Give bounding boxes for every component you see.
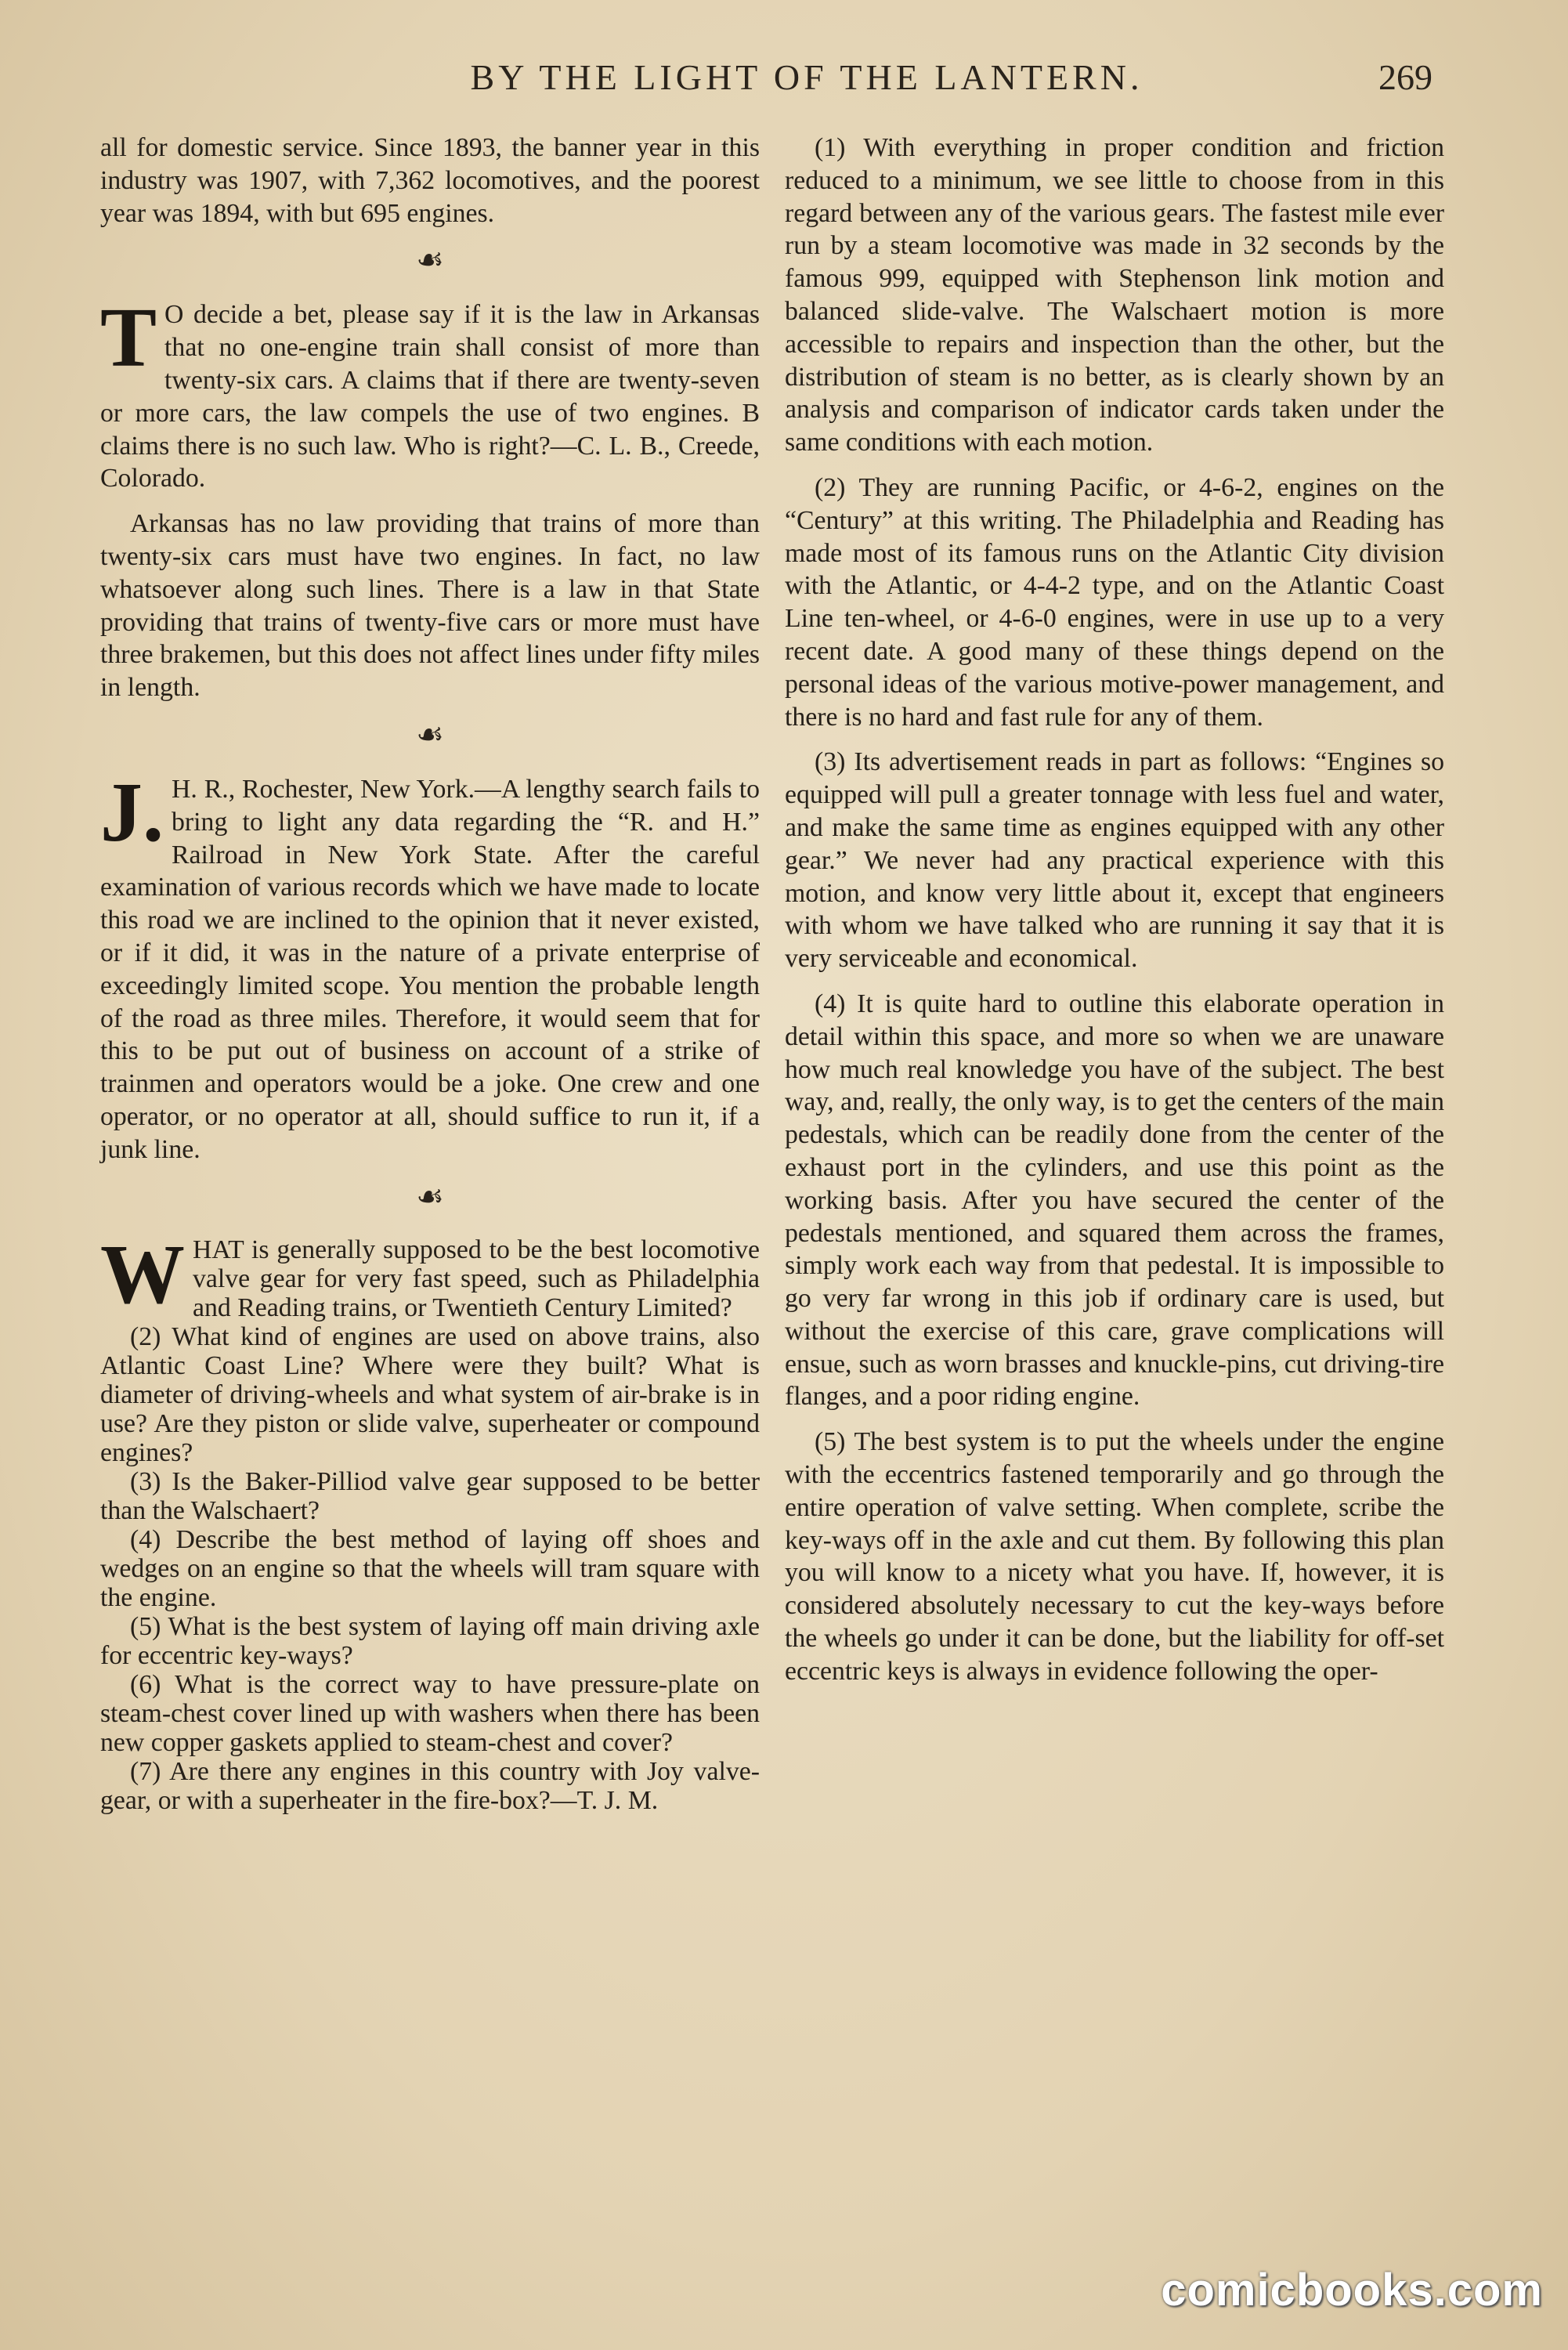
answer-item: (2) They are running Pacific, or 4-6-2, engines on the “Century” at this writing. The Philadelphia and Reading has made most of its famous runs on the Atlantic City division with the Atlantic, or 4-4-2 type, and on the Atlantic Coast Line ten-wheel, or 4-6-0 engines, were in use up to a very recent date. A good many of these things depend on the personal ideas of the various motive-power management, and there is no hard and fast rule for any of them.	[785, 472, 1444, 732]
question-item: (5) What is the best system of laying off main driving axle for eccentric key-ways?	[100, 1611, 760, 1670]
running-header: BY THE LIGHT OF THE LANTERN.	[470, 57, 1143, 97]
right-column	[785, 132, 1444, 1701]
question-item: (3) Is the Baker-Pilliod valve gear supposed to be better than the Walschaert?	[100, 1466, 760, 1525]
watermark-logo: comicbooks.com	[1161, 2265, 1543, 2316]
page-number: 269	[1378, 57, 1433, 97]
ornament-fleuron: ☙	[416, 716, 444, 752]
answer-item: (3) Its advertisement reads in part as follows: “Engines so equipped will pull a greater tonnage with less fuel and water, and make the same time as engines equipped with any other gear.” We never had any practical experience with this motion, and know very little about it, except that engineers with whom we have talked who are running it say that it is very serviceable and economical.	[785, 747, 1444, 974]
ornament-fleuron: ☙	[416, 242, 444, 278]
answer-item: (4) It is quite hard to outline this elaborate operation in detail within this space, and more so when we are unaware how much real knowledge you have of the subject. The best way, and, really, the only way, is to get the centers of the main pedestals, which can be readily done from the center of the exhaust port in the cylinders, and use this point as the working basis. After you have secured the center of the pedestals mentioned, and squared them across the frames, simply work each way from that pedestal. It is impossible to go very far wrong in this job if ordinary care is used, but without the exercise of this care, grave complications will ensue, such as worn brasses and knuckle-pins, cut driving-tire flanges, and a poor riding engine.	[785, 989, 1444, 1412]
ornament-fleuron: ☙	[416, 1178, 444, 1214]
question-valve-gear	[100, 1227, 760, 1322]
question-valve-gear-text: HAT is generally supposed to be the best locomotive valve gear for very fast speed, such as Philadelphia and Reading trains, or Twentieth Century Limited?	[193, 1235, 760, 1322]
drop-cap: J.	[100, 765, 164, 859]
answer-rochester-railroad	[100, 765, 760, 1166]
answer-arkansas-law: Arkansas has no law providing that trains of more than twenty-six cars must have two engines. In fact, no law whatsoever along such lines. There is a law in that State providing that trains of twenty-five cars or more must have three brakemen, but this does not affect lines under fifty miles in length.	[100, 509, 760, 703]
question-arkansas-text: O decide a bet, please say if it is the law in Arkansas that no one-engine train shall consist of more than twenty-six cars. A claims that if there are twenty-seven or more cars, the law compels the use of two engines. B claims there is no such law. Who is right?—C. L. B., Creede, Colorado.	[100, 300, 760, 494]
question-item: (4) Describe the best method of laying off shoes and wedges on an engine so that the wheels will tram square with the engine.	[100, 1524, 760, 1612]
question-item: (6) What is the correct way to have pressure-plate on steam-chest cover lined up with washers when there has been new copper gaskets applied to steam-chest and cover?	[100, 1669, 760, 1757]
answer-item: (5) The best system is to put the wheels under the engine with the eccentrics fastened temporarily and go through the entire operation of valve setting. When complete, scribe the key-ways off in the axle and cut them. By following this plan you will know to a nicety what you have. If, however, it is considered absolutely necessary to cut the key-ways before the wheels go under it can be done, but the liability for off-set eccentric keys is always in evidence following the oper-	[785, 1427, 1444, 1686]
left-column	[100, 132, 760, 1815]
drop-cap: T	[100, 291, 157, 385]
answer-item: (1) With everything in proper condition and friction reduced to a minimum, we see little to choose from in this regard between any of the various gears. The fastest mile ever run by a steam locomotive was made in 32 seconds by the famous 999, equipped with Stephenson link motion and balanced slide-valve. The Walschaert motion is more accessible to repairs and inspection than the other, but the distribution of steam is no better, as is clearly shown by an analysis and comparison of indicator cards taken under the same conditions with each motion.	[785, 133, 1444, 457]
answer-rochester-text: H. R., Rochester, New York.—A lengthy search fails to bring to light any data regarding the “R. and H.” Railroad in New York State. After the careful examination of various records which we have made to locate this road we are inclined to the opinion that it never existed, or if it did, it was in the nature of a private enterprise of exceedingly limited scope. You mention the probable length of the road as three miles. Therefore, it would seem that for this to be put out of business on account of a strike of trainmen and operators would be a joke. One crew and one operator, or no operator at all, should suffice to run it, if a junk line.	[100, 774, 760, 1164]
question-arkansas-law	[100, 291, 760, 495]
question-item: (2) What kind of engines are used on above trains, also Atlantic Coast Line? Where were they built? What is diameter of driving-wheels and what system of air-brake is in use? Are they piston or slide valve, superheater or compound engines?	[100, 1321, 760, 1467]
question-item: (7) Are there any engines in this country with Joy valve-gear, or with a superheater in the fire-box?—T. J. M.	[100, 1756, 760, 1815]
drop-cap: W	[100, 1227, 185, 1321]
paragraph-locomotive-statistics: all for domestic service. Since 1893, the banner year in this industry was 1907, with 7,362 locomotives, and the poorest year was 1894, with but 695 engines.	[100, 133, 760, 228]
